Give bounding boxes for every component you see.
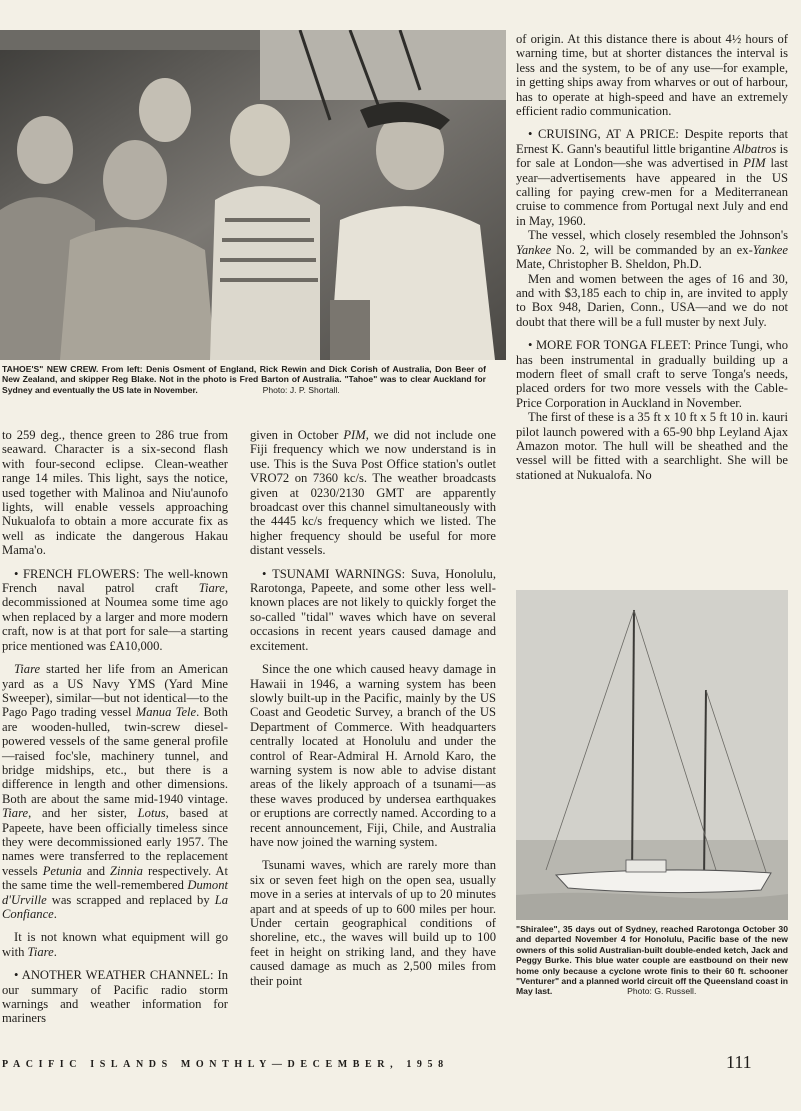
- ketch-photo-caption: [516, 924, 788, 997]
- bullet-icon: •: [14, 566, 19, 581]
- ketch-photo: [516, 590, 788, 920]
- tsunami-warnings-heading: TSUNAMI WARNINGS:: [272, 566, 406, 581]
- page-footer: [0, 1052, 801, 1078]
- another-weather-paragraph: • ANOTHER WEATHER CHANNEL: In our summary of Pacific radio storm warnings and weather information for mariners: [2, 968, 228, 1026]
- footer-publication-line: PACIFIC ISLANDS MONTHLY—DECEMBER, 1958: [2, 1059, 449, 1070]
- french-flowers-heading: FRENCH FLOWERS:: [22, 566, 140, 581]
- tsunami-warnings-paragraph: • TSUNAMI WARNINGS: Suva, Honolulu, Rarotonga, Papeete, and some other less well-known places are not likely to quickly forget the so-called "tidal" waves which have on several occasions in recent years caused damage and excitement.: [250, 566, 496, 653]
- crew-photo-caption-text: TAHOE'S" NEW CREW. From left: Denis Osment of England, Rick Rewin and Dick Corish of Australia, Don Beer of New Zealand, and skipper Reg Blake. Not in the photo is Fred Barton of Australia. "Tahoe" was to clear Auckland for Sydney and eventually the US late in November.: [2, 364, 486, 395]
- page-number: 111: [726, 1052, 752, 1072]
- tiare-history-paragraph: Tiare started her life from an American yard as a US Navy YMS (Yard Mine Sweeper), similar—but not identical—to the Pago Pago trading vessel Manua Tele. Both are wooden-hulled, twin-screw diesel-powered vessels of the same general profile—raised foc'sle, machinery tunnel, and bridge midships, etc., but there is a difference in length and other dimensions. Both are about the same mid-1940 vintage. Tiare, and her sister, Lotus, based at Papeete, have been officially timeless since they were decommissioned early 1957. The names were transferred to the replacement vessels Petunia and Zinnia respectively. At the same time the well-remembered Dumont d'Urville was scrapped and replaced by La Confiance.: [2, 662, 229, 921]
- fiji-frequency-paragraph: given in October PIM, we did not include one Fiji frequency which we now understand is in use. This is the Suva Post Office station's outlet VRO72 on 7360 kc/s. The weather broadcasts given at 0230/2130 GMT are apparently broadcast over this channel simultaneously with the 4445 kc/s frequency which we listed. The higher frequency should be useful for more distant vessels.: [250, 428, 496, 558]
- another-weather-heading: ANOTHER WEATHER CHANNEL:: [21, 968, 214, 983]
- bullet-icon: •: [528, 338, 533, 353]
- bullet-icon: •: [528, 127, 533, 142]
- article-column-3: [516, 32, 788, 482]
- article-column-2: [250, 428, 496, 988]
- cruising-heading: CRUISING, AT A PRICE:: [538, 127, 679, 142]
- pilot-launch-paragraph: The first of these is a 35 ft x 10 ft x 5 ft 10 in. kauri pilot launch powered with a 65-90 bhp Leyland Ajax Amazon motor. The hull will be sheathed and the vessel will be fitted with a searchlight. She will be stationed at Nukualofa. No: [516, 410, 788, 482]
- crew-photo-illustration: [0, 30, 506, 360]
- warning-system-paragraph: Since the one which caused heavy damage in Hawaii in 1946, a warning system has been slowly built-up in the Pacific, mainly by the US Coast and Geodetic Survey, a branch of the US Department of Commerce. With headquarters centrally located at Honolulu and under the control of Rear-Admiral H. Arnold Karo, the warning system is now able to advise distant areas of the likely approach of a tsunami—as these waves produced by undersea earthquakes or eruptions are correctly named. According to a recent announcement, Fiji, Chile, and Australia have now joined the warning system.: [250, 662, 496, 849]
- french-flowers-paragraph: • FRENCH FLOWERS: The well-known French naval patrol craft Tiare, decommissioned at Noumea some time ago when replaced by a larger and more modern craft, now is at that port for sale—a starting price mentioned was £A10,000.: [2, 566, 228, 653]
- crew-apply-paragraph: Men and women between the ages of 16 and 30, and with $3,185 each to chip in, are invited to apply to Box 948, Darien, Conn., USA—and we do not doubt that there will be a full muster by next July.: [516, 271, 788, 329]
- light-paragraph: to 259 deg., thence green to 286 true from seaward. Character is a six-second flash with four-second eclipse. Clean-weather range 14 miles. This light, says the notice, used together with Malinoa and Niu'aunofo lights, will enable vessels approaching Nukualofa to obtain a more accurate fix as well as indicate the dangerous Hakau Mama'o.: [2, 428, 228, 558]
- ketch-photo-illustration: [516, 590, 788, 920]
- cruising-paragraph: • CRUISING, AT A PRICE: Despite reports that Ernest K. Gann's beautiful little brigantine Albatros is for sale at London—she was advertised in PIM last year—advertisements have appeared in the US calling for paying crew-men for a Mediterranean cruise to commence from Portugal next July and end in May, 1960.: [516, 127, 789, 228]
- vessel-paragraph: The vessel, which closely resembled the Johnson's Yankee No. 2, will be commanded by an ex-Yankee Mate, Christopher B. Sheldon, Ph.D.: [516, 228, 788, 272]
- tonga-fleet-heading: MORE FOR TONGA FLEET:: [535, 338, 691, 353]
- ketch-photo-credit: Photo: G. Russell.: [627, 986, 697, 997]
- bullet-icon: •: [262, 566, 267, 581]
- crew-photo: [0, 30, 506, 360]
- warning-time-paragraph: of origin. At this distance there is about 4½ hours of warning time, but at shorter distances the interval is less and the system, to be of any use—for example, in getting ships away from wharves or out of harbour, has to operate at high-speed and have an extremely efficient radio communication.: [516, 32, 788, 119]
- crew-photo-credit: Photo: J. P. Shortall.: [262, 384, 340, 395]
- tonga-fleet-paragraph: • MORE FOR TONGA FLEET: Prince Tungi, who has been instrumental in gradually building up a modern fleet of small craft to serve Tonga's needs, placed orders for two more vessels with the Cable-Price Corporation in Auckland in November.: [516, 338, 788, 410]
- ketch-photo-caption-text: "Shiralee", 35 days out of Sydney, reached Rarotonga October 30 and departed November 4 for Honolulu, Pacific base of the new owners of this solid Australian-built double-ended ketch, Jack and Peggy Burke. This blue water couple are eastbound on their new home only because a cyclone wrote finis to their 60 ft. schooner "Venturer" and a planned world circuit off the Queensland coast in May last.: [516, 924, 788, 997]
- article-column-1: [2, 428, 228, 1026]
- crew-photo-caption: [2, 364, 486, 395]
- equipment-paragraph: It is not known what equipment will go with Tiare.: [2, 930, 228, 959]
- tsunami-waves-paragraph: Tsunami waves, which are rarely more than six or seven feet high on the open sea, usually move in a series at intervals of up to 20 minutes apart and at speeds of up to 600 miles per hour. Under certain geographical conditions of shoreline, etc., the waves will build up to 100 feet in height on striking land, and they have caused damage as much as 2,500 miles from their point: [250, 858, 496, 988]
- bullet-icon: •: [14, 968, 19, 983]
